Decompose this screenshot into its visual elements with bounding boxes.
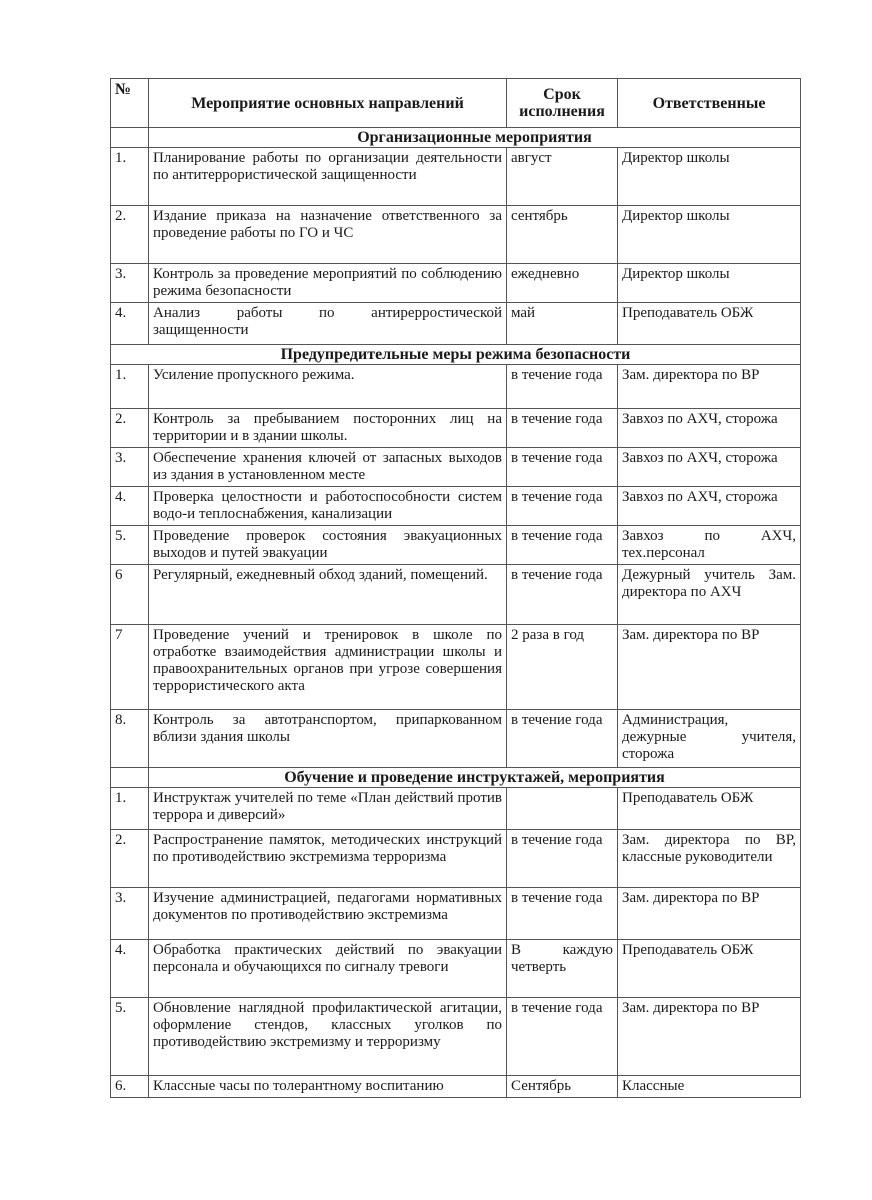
table-row	[111, 148, 801, 206]
section-spacer	[111, 128, 149, 148]
cell-responsible: Завхоз по АХЧ, сторожа	[618, 409, 801, 448]
cell-num: 8.	[111, 710, 149, 768]
cell-num: 7	[111, 625, 149, 710]
cell-deadline: в течение года	[507, 998, 618, 1076]
cell-responsible: Преподаватель ОБЖ	[618, 940, 801, 998]
table-row	[111, 303, 801, 345]
cell-responsible: Завхоз по АХЧ, тех.персонал	[618, 526, 801, 565]
cell-deadline: сентябрь	[507, 206, 618, 264]
cell-num: 6.	[111, 1076, 149, 1098]
cell-deadline: в течение года	[507, 830, 618, 888]
cell-num: 6	[111, 565, 149, 625]
cell-deadline: в течение года	[507, 526, 618, 565]
cell-responsible: Преподаватель ОБЖ	[618, 303, 801, 345]
section-header	[111, 768, 801, 788]
cell-responsible: Классные	[618, 1076, 801, 1098]
cell-deadline	[507, 788, 618, 830]
cell-deadline: в течение года	[507, 710, 618, 768]
cell-event: Распространение памяток, методических инструкций по противодействию экстремизма терроризма	[149, 830, 507, 888]
table-row	[111, 888, 801, 940]
table-row	[111, 565, 801, 625]
table-row	[111, 710, 801, 768]
cell-deadline: ежедневно	[507, 264, 618, 303]
cell-event: Усиление пропускного режима.	[149, 365, 507, 409]
cell-responsible: Администрация, дежурные учителя, сторожа	[618, 710, 801, 768]
header-event: Мероприятие основных направлений	[149, 79, 507, 128]
cell-event: Анализ работы по антирерростической защищенности	[149, 303, 507, 345]
table-row	[111, 526, 801, 565]
cell-num: 1.	[111, 148, 149, 206]
cell-num: 2.	[111, 830, 149, 888]
table-row	[111, 487, 801, 526]
cell-responsible: Завхоз по АХЧ, сторожа	[618, 487, 801, 526]
cell-num: 3.	[111, 888, 149, 940]
table-row	[111, 998, 801, 1076]
events-table	[110, 78, 801, 1098]
cell-deadline: в течение года	[507, 565, 618, 625]
cell-event: Проведение учений и тренировок в школе по отработке взаимодействия администрации школы и правоохранительных органов при угрозе совершения террористического акта	[149, 625, 507, 710]
cell-event: Обеспечение хранения ключей от запасных выходов из здания в установленном месте	[149, 448, 507, 487]
cell-deadline: в течение года	[507, 888, 618, 940]
cell-num: 4.	[111, 303, 149, 345]
cell-num: 5.	[111, 998, 149, 1076]
section-spacer	[111, 768, 149, 788]
cell-deadline: Сентябрь	[507, 1076, 618, 1098]
table-row	[111, 264, 801, 303]
table-row	[111, 788, 801, 830]
header-deadline: Срок исполнения	[507, 79, 618, 128]
header-num: №	[111, 79, 149, 128]
cell-event: Проведение проверок состояния эвакуационных выходов и путей эвакуации	[149, 526, 507, 565]
section-title: Предупредительные меры режима безопасности	[111, 345, 801, 365]
cell-responsible: Директор школы	[618, 148, 801, 206]
cell-responsible: Зам. директора по ВР	[618, 365, 801, 409]
cell-responsible: Преподаватель ОБЖ	[618, 788, 801, 830]
cell-event: Обновление наглядной профилактической агитации, оформление стендов, классных уголков по противодействию экстремизму и терроризму	[149, 998, 507, 1076]
cell-num: 2.	[111, 409, 149, 448]
section-header	[111, 345, 801, 365]
cell-event: Изучение администрацией, педагогами нормативных документов по противодействию экстремизма	[149, 888, 507, 940]
cell-event: Контроль за проведение мероприятий по соблюдению режима безопасности	[149, 264, 507, 303]
cell-event: Обработка практических действий по эвакуации персонала и обучающихся по сигналу тревоги	[149, 940, 507, 998]
cell-num: 3.	[111, 264, 149, 303]
cell-event: Классные часы по толерантному воспитанию	[149, 1076, 507, 1098]
table-row	[111, 206, 801, 264]
cell-deadline: май	[507, 303, 618, 345]
table-row	[111, 409, 801, 448]
section-title: Организационные мероприятия	[149, 128, 801, 148]
cell-event: Инструктаж учителей по теме «План действий против террора и диверсий»	[149, 788, 507, 830]
cell-event: Контроль за пребыванием посторонних лиц на территории и в здании школы.	[149, 409, 507, 448]
cell-responsible: Зам. директора по ВР	[618, 888, 801, 940]
header-responsible: Ответственные	[618, 79, 801, 128]
cell-num: 5.	[111, 526, 149, 565]
cell-responsible: Директор школы	[618, 264, 801, 303]
cell-deadline: 2 раза в год	[507, 625, 618, 710]
table-row	[111, 365, 801, 409]
cell-responsible: Директор школы	[618, 206, 801, 264]
cell-responsible: Завхоз по АХЧ, сторожа	[618, 448, 801, 487]
table-row	[111, 830, 801, 888]
cell-event: Регулярный, ежедневный обход зданий, помещений.	[149, 565, 507, 625]
cell-num: 1.	[111, 788, 149, 830]
cell-num: 1.	[111, 365, 149, 409]
cell-deadline: в течение года	[507, 448, 618, 487]
section-title: Обучение и проведение инструктажей, мероприятия	[149, 768, 801, 788]
cell-num: 2.	[111, 206, 149, 264]
table-header	[111, 79, 801, 128]
table-row	[111, 625, 801, 710]
cell-num: 4.	[111, 940, 149, 998]
cell-deadline: август	[507, 148, 618, 206]
cell-deadline: В каждую четверть	[507, 940, 618, 998]
cell-deadline: в течение года	[507, 365, 618, 409]
table-row	[111, 940, 801, 998]
cell-num: 3.	[111, 448, 149, 487]
cell-responsible: Зам. директора по ВР	[618, 625, 801, 710]
cell-deadline: в течение года	[507, 409, 618, 448]
cell-responsible: Зам. директора по ВР, классные руководители	[618, 830, 801, 888]
cell-event: Контроль за автотранспортом, припаркованном вблизи здания школы	[149, 710, 507, 768]
cell-event: Проверка целостности и работоспособности систем водо-и теплоснабжения, канализации	[149, 487, 507, 526]
cell-event: Издание приказа на назначение ответственного за проведение работы по ГО и ЧС	[149, 206, 507, 264]
table-row	[111, 1076, 801, 1098]
table-row	[111, 448, 801, 487]
cell-responsible: Зам. директора по ВР	[618, 998, 801, 1076]
cell-event: Планирование работы по организации деятельности по антитеррористической защищенности	[149, 148, 507, 206]
cell-num: 4.	[111, 487, 149, 526]
cell-responsible: Дежурный учитель Зам. директора по АХЧ	[618, 565, 801, 625]
section-header	[111, 128, 801, 148]
cell-deadline: в течение года	[507, 487, 618, 526]
